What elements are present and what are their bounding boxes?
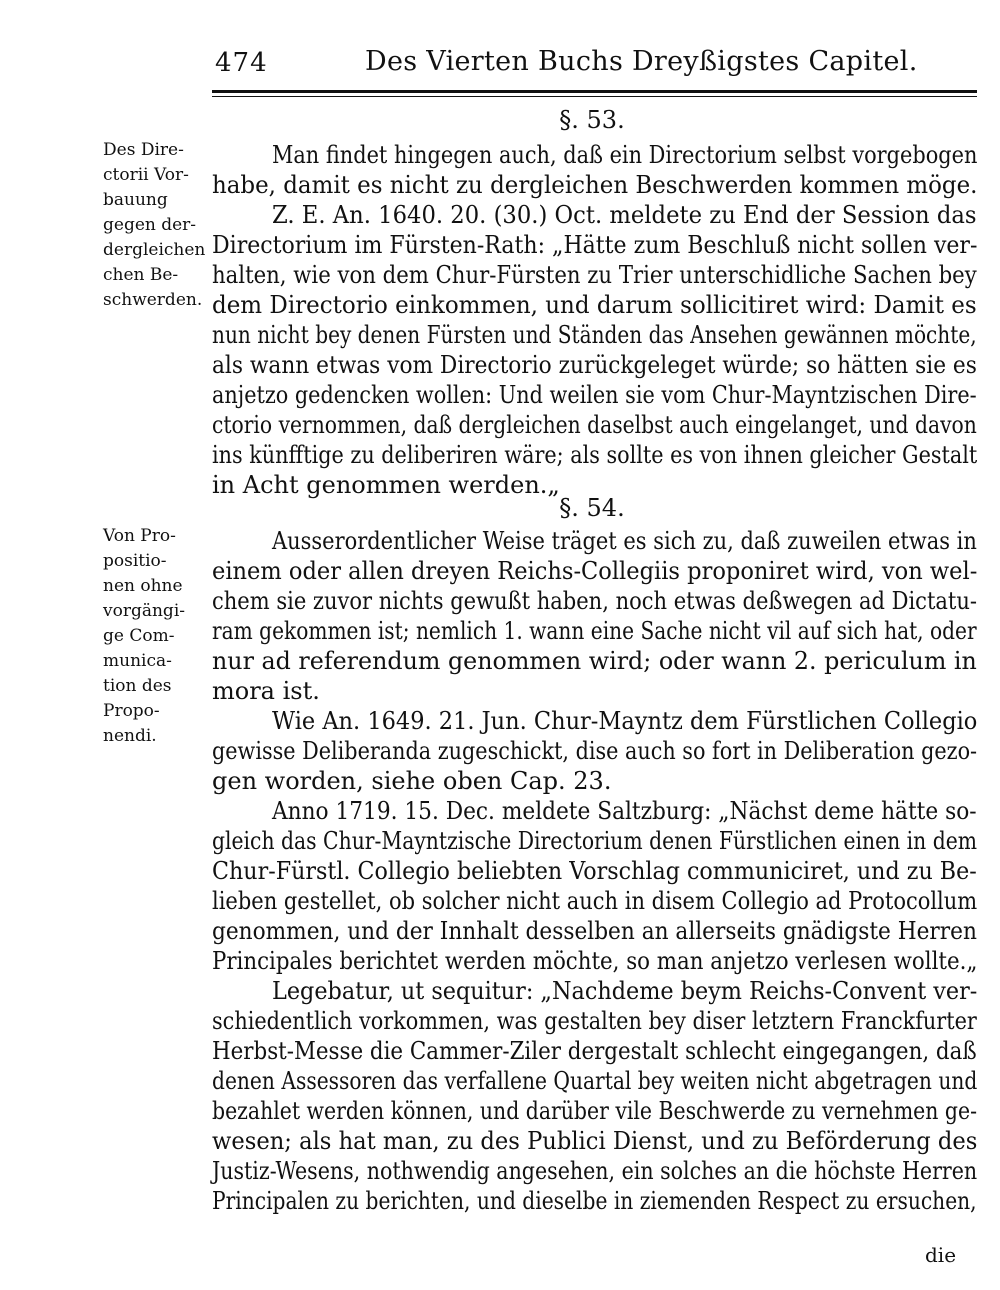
text-line: gen worden, siehe oben Cap. 23. <box>212 767 612 795</box>
text-line: mora ist. <box>212 677 320 705</box>
text-line: anjetzo gedencken wollen: Und weilen sie vom Chur-Mayntzischen Dire- <box>212 381 977 409</box>
text-line: Z. E. An. 1640. 20. (30.) Oct. meldete zu End der Session das <box>272 201 977 229</box>
text-line: Ausserordentlicher Weise träget es sich zu, daß zuweilen etwas in <box>272 527 977 555</box>
text-line: einem oder allen dreyen Reichs-Collegiis proponiret wird, von wel- <box>212 557 978 585</box>
text-line: ins künfftige zu deliberiren wäre; als sollte es von ihnen gleicher Gestalt <box>212 441 978 469</box>
text-line: ram gekommen ist; nemlich 1. wann eine Sache nicht vil auf sich hat, oder <box>212 617 977 645</box>
text-line: Legebatur, ut sequitur: „Nachdeme beym Reichs-Convent ver- <box>272 977 978 1005</box>
section-mark-54: §. 54. <box>559 494 625 522</box>
text-line: Herbst-Messe die Cammer-Ziler dergestalt schlecht eingegangen, daß <box>212 1037 977 1065</box>
section-mark-53: §. 53. <box>559 106 625 134</box>
text-line: ctorio vernommen, daß dergleichen daselbst auch eingelanget, und davon <box>212 411 977 439</box>
text-line: Justiz-Wesens, nothwendig angesehen, ein solches an die höchste Herren <box>212 1157 978 1185</box>
text-line: nur ad referendum genommen wird; oder wann 2. periculum in <box>212 647 977 675</box>
header-rule <box>212 90 977 93</box>
text-line: lieben gestellet, ob solcher nicht auch in disem Collegio ad Protocollum <box>212 887 978 915</box>
text-line: Principalen zu berichten, und dieselbe in ziemenden Respect zu ersuchen, <box>212 1187 977 1215</box>
text-line: nun nicht bey denen Fürsten und Ständen das Ansehen gewännen möchte, <box>212 321 977 349</box>
text-line: dem Directorio einkommen, und darum sollicitiret wird: Damit es <box>212 291 977 319</box>
catchword: die <box>925 1243 957 1267</box>
text-line: chem sie zuvor nichts gewußt haben, noch etwas deßwegen ad Dictatu- <box>212 587 977 615</box>
text-line: denen Assessoren das verfallene Quartal bey weiten nicht abgetragen und <box>212 1067 978 1095</box>
text-line: Wie An. 1649. 21. Jun. Chur-Mayntz dem Fürstlichen Collegio <box>272 707 978 735</box>
margin-note-53: Des Dire- ctorii Vor- bauung gegen der- dergleichen chen Be- schwerden. <box>103 140 206 310</box>
text-line: halten, wie von dem Chur-Fürsten zu Trier unterschidliche Sachen bey <box>212 261 977 289</box>
page-header <box>215 44 975 84</box>
text-line: gewisse Deliberanda zugeschickt, dise auch so fort in Deliberation gezo- <box>212 737 978 765</box>
text-line: genommen, und der Innhalt desselben an allerseits gnädigste Herren <box>212 917 977 945</box>
text-line: wesen; als hat man, zu des Publici Dienst, und zu Beförderung des <box>212 1127 978 1155</box>
text-line: bezahlet werden können, und darüber vile Beschwerde zu vernehmen ge- <box>212 1097 977 1125</box>
text-line: als wann etwas vom Directorio zurückgeleget würde; so hätten sie es <box>212 351 977 379</box>
margin-note-54: Von Pro- positio- nen ohne vorgängi- ge Com- munica- tion des Propo- nendi. <box>103 526 185 746</box>
text-line: Anno 1719. 15. Dec. meldete Saltzburg: „Nächst deme hätte so- <box>272 797 977 825</box>
text-line: gleich das Chur-Mayntzische Directorium denen Fürstlichen einen in dem <box>212 827 978 855</box>
text-line: in Acht genommen werden.„ <box>212 471 560 499</box>
text-line: Chur-Fürstl. Collegio beliebten Vorschlag communiciret, und zu Be- <box>212 857 977 885</box>
text-line: habe, damit es nicht zu dergleichen Beschwerden kommen möge. <box>212 171 978 199</box>
running-head: Des Vierten Buchs Dreyßigstes Capitel. <box>365 46 918 77</box>
text-line: Principales berichtet werden möchte, so man anjetzo verlesen wollte.„ <box>212 947 978 975</box>
text-line: Directorium im Fürsten-Rath: „Hätte zum Beschluß nicht sollen ver- <box>212 231 978 259</box>
header-rule-thin <box>212 96 977 97</box>
page-number: 474 <box>215 48 268 78</box>
text-line: schiedentlich vorkommen, was gestalten bey diser letztern Franckfurter <box>212 1007 977 1035</box>
text-line: Man findet hingegen auch, daß ein Directorium selbst vorgebogen <box>272 141 978 169</box>
